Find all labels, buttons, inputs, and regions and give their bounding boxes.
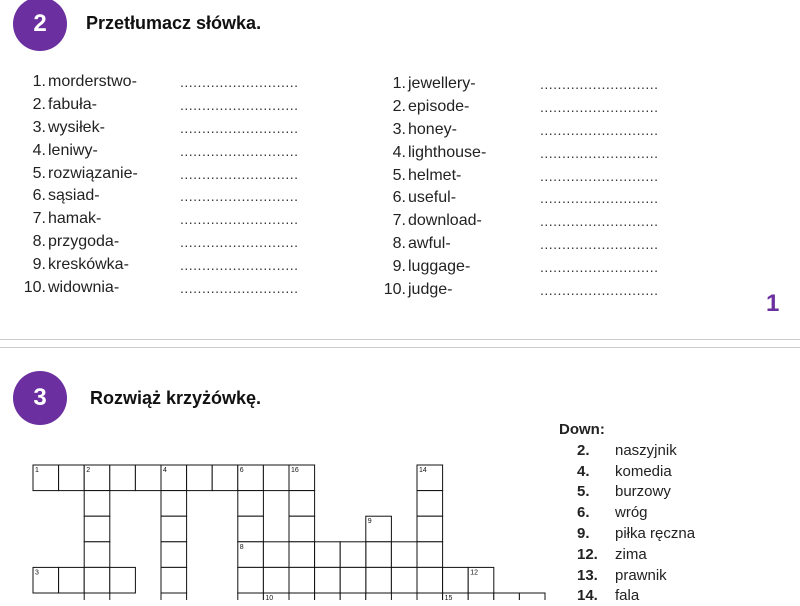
crossword-cell[interactable] <box>417 491 443 517</box>
crossword-cell[interactable] <box>289 567 315 593</box>
item-number: 10. <box>23 278 46 296</box>
crossword-cell[interactable] <box>417 516 443 542</box>
crossword-cell[interactable] <box>391 567 417 593</box>
translation-row <box>378 96 659 119</box>
answer-blank[interactable]: ........................... <box>180 211 299 228</box>
item-number: 5. <box>32 164 46 182</box>
item-number: 7. <box>392 212 406 230</box>
answer-blank[interactable]: ........................... <box>180 256 299 273</box>
crossword-cell[interactable] <box>366 593 392 600</box>
item-word: wysiłek- <box>48 118 105 136</box>
item-word: jewellery- <box>408 75 476 93</box>
crossword-cell[interactable] <box>289 491 315 517</box>
down-clue <box>577 544 695 565</box>
crossword-cell-number: 3 <box>35 569 39 577</box>
crossword-cell[interactable] <box>519 593 545 600</box>
answer-blank[interactable]: ........................... <box>180 165 299 182</box>
item-number: 9. <box>32 255 46 273</box>
crossword-cell[interactable] <box>315 542 341 568</box>
item-number: 1. <box>32 73 46 91</box>
section-divider-lower <box>0 347 800 348</box>
crossword-cell[interactable] <box>340 593 366 600</box>
item-number: 6. <box>32 187 46 205</box>
crossword-cell-number: 10 <box>265 595 274 600</box>
section-3-title: Rozwiąż krzyżówkę. <box>90 388 262 408</box>
item-word: judge- <box>408 280 453 298</box>
item-word: przygoda- <box>48 232 120 250</box>
crossword-cell[interactable] <box>84 542 110 568</box>
item-word: rozwiązanie- <box>48 164 138 182</box>
translation-row <box>18 276 299 299</box>
crossword-cell-number: 15 <box>444 595 453 600</box>
crossword-cell-number: 2 <box>86 467 91 474</box>
item-number: 6. <box>392 189 406 207</box>
item-word: honey- <box>408 120 457 138</box>
crossword-cell[interactable] <box>161 593 187 600</box>
crossword-cell[interactable] <box>289 516 315 542</box>
item-word: episode- <box>408 98 470 116</box>
crossword-cell[interactable] <box>84 516 110 542</box>
item-number: 3. <box>32 118 46 136</box>
answer-blank[interactable]: ........................... <box>540 121 659 138</box>
crossword-cell-number: 14 <box>419 467 427 474</box>
down-clue <box>577 461 695 482</box>
crossword-cell[interactable] <box>110 465 136 491</box>
answer-blank[interactable]: ........................... <box>180 142 299 159</box>
crossword-cell-number: 6 <box>239 467 244 474</box>
translation-row <box>378 164 659 187</box>
section-2-badge: 2 <box>13 0 67 51</box>
answer-blank[interactable]: ........................... <box>540 144 659 161</box>
item-number: 8. <box>32 232 46 250</box>
crossword-cell[interactable] <box>238 593 264 600</box>
down-clue <box>577 482 695 503</box>
item-word: leniwy- <box>48 141 98 159</box>
down-clue <box>577 586 695 606</box>
crossword-cell[interactable] <box>59 567 85 593</box>
crossword-cell[interactable] <box>263 567 289 593</box>
clue-text: naszyjnik <box>615 441 677 459</box>
answer-blank[interactable]: ........................... <box>180 188 299 205</box>
translation-row <box>378 141 659 164</box>
crossword-cell[interactable] <box>289 593 315 600</box>
crossword-cell[interactable] <box>161 567 187 593</box>
answer-blank[interactable]: ........................... <box>540 258 659 275</box>
translation-row <box>18 117 299 140</box>
answer-blank[interactable]: ........................... <box>540 167 659 184</box>
item-number: 4. <box>32 141 46 159</box>
item-word: awful- <box>408 234 451 252</box>
crossword-cell[interactable] <box>417 567 443 593</box>
crossword-cell[interactable] <box>263 465 289 491</box>
item-word: widownia- <box>48 278 120 296</box>
crossword-cell[interactable] <box>238 516 264 542</box>
answer-blank[interactable]: ........................... <box>540 213 659 230</box>
down-clue <box>577 502 695 523</box>
crossword-cell-number: 4 <box>163 467 167 474</box>
translation-row <box>18 94 299 117</box>
crossword-cell[interactable] <box>84 567 110 593</box>
translation-row <box>18 185 299 208</box>
clue-text: komedia <box>615 462 672 480</box>
clue-number: 2. <box>577 441 590 459</box>
down-clue <box>577 565 695 586</box>
crossword-cell[interactable] <box>238 567 264 593</box>
clue-text: fala <box>615 587 640 605</box>
down-clue <box>577 523 695 544</box>
clue-number: 13. <box>577 566 598 584</box>
crossword-cell[interactable] <box>494 593 520 600</box>
clue-number: 9. <box>577 525 590 543</box>
crossword-cell[interactable] <box>315 567 341 593</box>
clue-text: burzowy <box>615 483 671 501</box>
item-word: sąsiad- <box>48 187 100 205</box>
crossword-cell[interactable] <box>289 542 315 568</box>
translation-row <box>18 139 299 162</box>
crossword-cell[interactable] <box>187 465 213 491</box>
crossword-cell[interactable] <box>59 465 85 491</box>
translation-row <box>18 253 299 276</box>
translation-row <box>378 278 659 301</box>
item-word: helmet- <box>408 166 462 184</box>
crossword-cell[interactable] <box>135 465 161 491</box>
crossword-cell[interactable] <box>238 491 264 517</box>
item-word: download- <box>408 212 482 230</box>
item-number: 9. <box>392 257 406 275</box>
crossword-cell[interactable] <box>161 491 187 517</box>
page-number: 1 <box>766 290 780 317</box>
answer-blank[interactable]: ........................... <box>180 74 299 91</box>
crossword-cell-number: 16 <box>291 467 299 474</box>
item-word: morderstwo- <box>48 73 137 91</box>
answer-blank[interactable]: ........................... <box>540 281 659 298</box>
answer-blank[interactable]: ........................... <box>180 233 299 250</box>
crossword-cell[interactable] <box>84 491 110 517</box>
item-word: useful- <box>408 189 457 207</box>
answer-blank[interactable]: ........................... <box>540 76 659 93</box>
translation-list-english <box>378 73 659 301</box>
crossword-cell[interactable] <box>417 593 443 600</box>
clue-number: 4. <box>577 462 590 480</box>
clue-text: prawnik <box>615 566 667 584</box>
item-number: 3. <box>392 120 406 138</box>
item-number: 2. <box>392 98 406 116</box>
clue-number: 6. <box>577 504 590 522</box>
item-number: 8. <box>392 234 406 252</box>
crossword-cell[interactable] <box>315 593 341 600</box>
item-word: lighthouse- <box>408 143 487 161</box>
clue-number: 12. <box>577 545 598 563</box>
down-clue <box>577 440 695 461</box>
clue-number: 14. <box>577 587 598 605</box>
crossword-cell-number: 8 <box>239 543 244 551</box>
crossword-cell[interactable] <box>391 542 417 568</box>
answer-blank[interactable]: ........................... <box>540 190 659 207</box>
crossword-cell[interactable] <box>366 567 392 593</box>
crossword-cell[interactable] <box>443 567 469 593</box>
clue-text: wróg <box>615 504 648 522</box>
down-clues-title: Down: <box>559 421 605 438</box>
translation-row <box>18 231 299 254</box>
translation-row <box>378 119 659 142</box>
down-clues-list <box>577 440 695 606</box>
crossword-cell-number: 12 <box>470 569 478 577</box>
crossword-cell[interactable] <box>366 542 392 568</box>
crossword-cell[interactable] <box>340 542 366 568</box>
item-word: kreskówka- <box>48 255 129 273</box>
crossword-cell[interactable] <box>161 542 187 568</box>
section-divider <box>0 339 800 340</box>
item-number: 10. <box>383 280 406 298</box>
item-number: 4. <box>392 143 406 161</box>
item-number: 2. <box>32 96 46 114</box>
section-2-title: Przetłumacz słówka. <box>86 13 262 33</box>
item-number: 1. <box>392 75 406 93</box>
answer-blank[interactable]: ........................... <box>180 97 299 114</box>
crossword-cell[interactable] <box>417 542 443 568</box>
translation-list-polish <box>18 71 299 299</box>
translation-row <box>378 73 659 96</box>
translation-row <box>18 208 299 231</box>
crossword-cell[interactable] <box>340 567 366 593</box>
answer-blank[interactable]: ........................... <box>540 99 659 116</box>
crossword-cell[interactable] <box>84 593 110 600</box>
answer-blank[interactable]: ........................... <box>180 279 299 296</box>
translation-row <box>18 162 299 185</box>
item-word: hamak- <box>48 210 102 228</box>
item-word: luggage- <box>408 257 471 275</box>
item-number: 7. <box>32 210 46 228</box>
item-word: fabuła- <box>48 96 97 114</box>
crossword-cell-number: 1 <box>35 467 39 474</box>
answer-blank[interactable]: ........................... <box>540 235 659 252</box>
clue-text: zima <box>615 545 647 563</box>
crossword-cell[interactable] <box>161 516 187 542</box>
crossword-cell[interactable] <box>212 465 238 491</box>
translation-row <box>378 210 659 233</box>
translation-row <box>378 187 659 210</box>
crossword-cell[interactable] <box>110 567 136 593</box>
translation-row <box>378 233 659 256</box>
translation-row <box>18 71 299 94</box>
clue-text: piłka ręczna <box>615 525 696 543</box>
crossword-cell-number: 9 <box>367 518 372 526</box>
item-number: 5. <box>392 166 406 184</box>
clue-number: 5. <box>577 483 590 501</box>
crossword-cell[interactable] <box>468 593 494 600</box>
crossword-cell[interactable] <box>263 542 289 568</box>
section-3-badge: 3 <box>13 371 67 425</box>
answer-blank[interactable]: ........................... <box>180 119 299 136</box>
translation-row <box>378 255 659 278</box>
crossword-grid <box>0 455 560 600</box>
